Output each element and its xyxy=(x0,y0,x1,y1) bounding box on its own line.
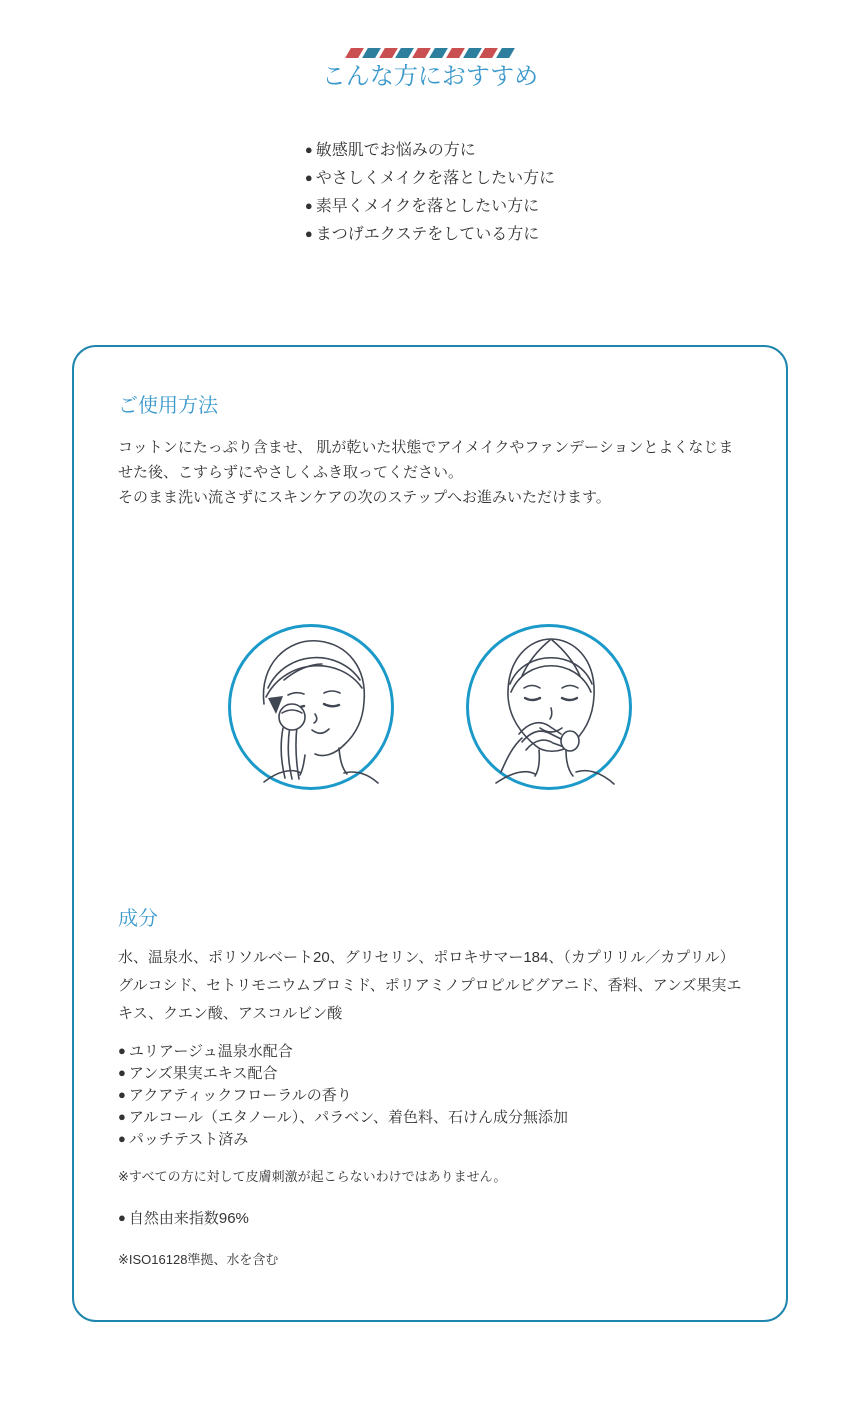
usage-heading: ご使用方法 xyxy=(118,395,218,417)
bullet-icon: ● xyxy=(304,142,313,157)
bullet-icon: ● xyxy=(118,1210,126,1225)
iso-note: ※ISO16128準拠、水を含む xyxy=(118,1252,279,1267)
bullet-icon: ● xyxy=(118,1087,126,1102)
bullet-icon: ● xyxy=(118,1065,126,1080)
stripe-segment xyxy=(362,48,381,58)
list-item xyxy=(118,1084,742,1106)
list-item-label: アルコール（エタノール）、パラベン、着色料、石けん成分無添加 xyxy=(128,1109,569,1126)
product-detail-page xyxy=(0,48,860,1322)
stripe-segment xyxy=(496,48,515,58)
usage-paragraph: そのまま洗い流さずにスキンケアの次のステップへお進みいただけます。 xyxy=(118,489,611,506)
recommend-list xyxy=(305,136,555,248)
list-item-label: ユリアージュ温泉水配合 xyxy=(128,1043,293,1060)
stripe-segment xyxy=(479,48,498,58)
bullet-icon: ● xyxy=(118,1131,126,1146)
stripe-segment xyxy=(412,48,431,58)
list-item xyxy=(305,192,555,220)
list-item-label: パッチテスト済み xyxy=(128,1131,249,1148)
list-item xyxy=(118,1062,742,1084)
caution-note: ※すべての方に対して皮膚刺激が起こらないわけではありません。 xyxy=(118,1169,507,1184)
stripe-segment xyxy=(345,48,364,58)
bullet-icon: ● xyxy=(304,198,313,213)
list-item xyxy=(305,136,555,164)
feature-list xyxy=(118,1040,742,1150)
stripe-segment xyxy=(446,48,465,58)
usage-and-ingredients-box xyxy=(72,345,788,1322)
bullet-icon: ● xyxy=(304,226,313,241)
list-item-label: やさしくメイクを落としたい方に xyxy=(315,170,556,187)
decorative-stripes xyxy=(348,48,512,58)
usage-paragraph: コットンにたっぷり含ませ、 肌が乾いた状態でアイメイクやファンデーションとよくなじませた後、こすらずにやさしくふき取ってください。 xyxy=(118,439,734,481)
usage-illustrations xyxy=(118,622,742,792)
nature-index-label: 自然由来指数96% xyxy=(128,1210,249,1227)
bullet-icon: ● xyxy=(118,1109,126,1124)
nature-index-line xyxy=(118,1207,742,1229)
stripe-segment xyxy=(396,48,415,58)
list-item-label: まつげエクステをしている方に xyxy=(315,226,540,243)
list-item-label: 敏感肌でお悩みの方に xyxy=(315,142,476,159)
list-item-label: アンズ果実エキス配合 xyxy=(128,1065,278,1082)
page-title: こんな方におすすめ xyxy=(321,63,539,90)
wipe-neck-illustration-icon xyxy=(464,622,634,792)
stripe-segment xyxy=(429,48,448,58)
list-item xyxy=(118,1106,742,1128)
list-item xyxy=(118,1128,742,1150)
list-item xyxy=(305,164,555,192)
bullet-icon: ● xyxy=(304,170,313,185)
ingredients-heading: 成分 xyxy=(118,908,158,930)
list-item-label: アクアティックフローラルの香り xyxy=(128,1087,352,1104)
list-item xyxy=(118,1040,742,1062)
ingredients-text: 水、温泉水、ポリソルベート20、グリセリン、ポロキサマー184、（カプリリル／カプリル）グルコシド、セトリモニウムブロミド、ポリアミノプロピルビグアニド、香料、アンズ果実エキス、クエン酸、アスコルビン酸 xyxy=(118,949,742,1022)
list-item xyxy=(305,220,555,248)
wipe-face-illustration-icon xyxy=(226,622,396,792)
bullet-icon: ● xyxy=(118,1043,126,1058)
list-item-label: 素早くメイクを落としたい方に xyxy=(315,198,540,215)
